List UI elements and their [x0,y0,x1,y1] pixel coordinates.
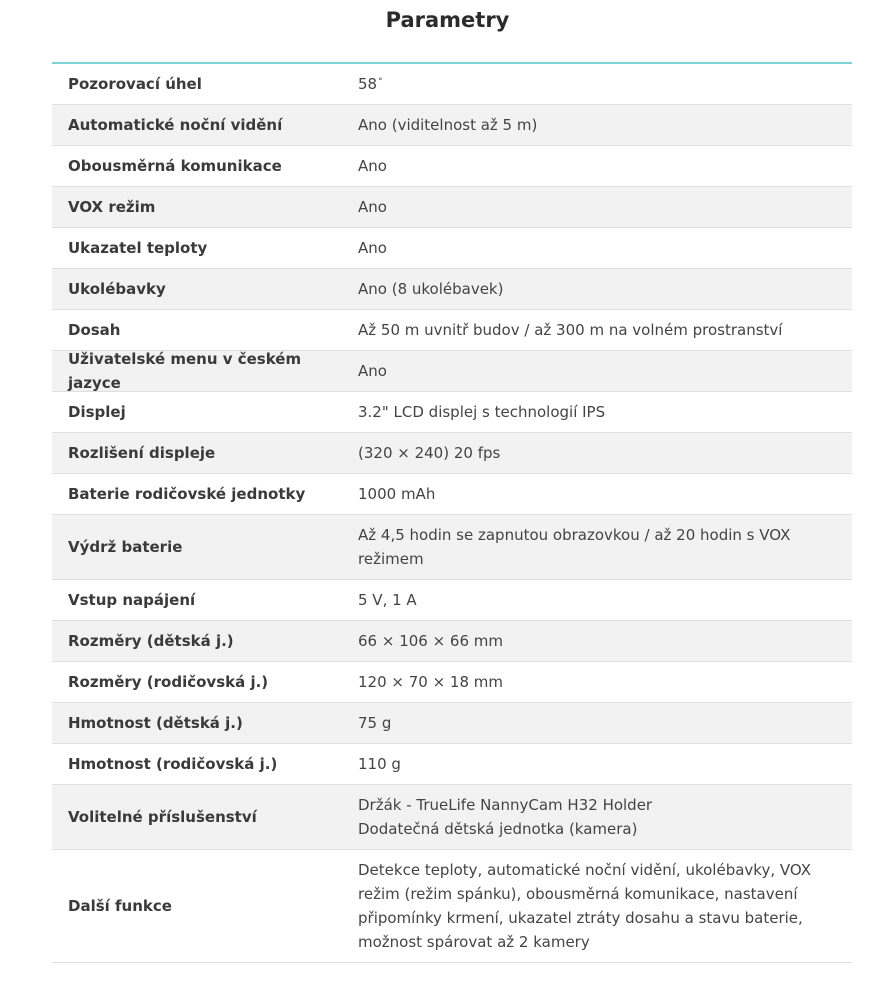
row-label: Pozorovací úhel [68,75,202,93]
row-label: Hmotnost (rodičovská j.) [68,755,278,773]
table-row [52,228,852,269]
row-value [358,72,852,96]
table-row [52,474,852,515]
table-row [52,850,852,963]
row-label: Hmotnost (dětská j.) [68,714,243,732]
table-row [52,64,852,105]
table-row [52,580,852,621]
row-label: Obousměrná komunikace [68,157,282,175]
row-value: Ano [358,362,387,380]
table-row [52,433,852,474]
degree-sign: ° [378,77,383,87]
row-value-line: Dodatečná dětská jednotka (kamera) [358,820,638,838]
row-label: Vstup napájení [68,591,196,609]
table-row [52,310,852,351]
table-row [52,269,852,310]
table-row [52,785,852,850]
row-label: Rozlišení displeje [68,444,216,462]
parameters-table [52,62,852,963]
row-label: Volitelné příslušenství [68,808,257,826]
row-value-line: Držák - TrueLife NannyCam H32 Holder [358,796,653,814]
row-value: Ano (viditelnost až 5 m) [358,116,538,134]
row-label: Displej [68,403,126,421]
row-label: Rozměry (rodičovská j.) [68,673,269,691]
row-label: Rozměry (dětská j.) [68,632,234,650]
table-row [52,187,852,228]
row-label: Baterie rodičovské jednotky [68,485,306,503]
row-value: 1000 mAh [358,485,436,503]
row-value: Detekce teploty, automatické noční vidění, ukolébavky, VOX režim (režim spánku), obousměrná komunikace, nastavení připomínky krmení, ukazatel ztráty dosahu a stavu baterie, možnost spárovat až 2 kamery [358,861,811,951]
row-value: 110 g [358,755,401,773]
row-label: Ukolébavky [68,280,166,298]
row-label: Výdrž baterie [68,538,183,556]
row-label: Ukazatel teploty [68,239,208,257]
row-label: Uživatelské menu v českém jazyce [68,350,302,392]
row-value: 5 V, 1 A [358,591,417,609]
row-value: Až 50 m uvnitř budov / až 300 m na volném prostranství [358,321,783,339]
table-row [52,515,852,580]
row-value: Ano (8 ukolébavek) [358,280,504,298]
table-row [52,105,852,146]
table-row [52,744,852,785]
row-value: 120 × 70 × 18 mm [358,673,504,691]
row-value [358,793,852,841]
row-value: 66 × 106 × 66 mm [358,632,504,650]
row-value: Ano [358,157,387,175]
row-value: Až 4,5 hodin se zapnutou obrazovkou / až 20 hodin s VOX režimem [358,526,791,568]
table-row [52,703,852,744]
row-value: Ano [358,239,387,257]
table-row [52,146,852,187]
table-row [52,662,852,703]
row-label: Další funkce [68,897,172,915]
table-row [52,392,852,433]
table-row [52,351,852,392]
row-value: 3.2" LCD displej s technologií IPS [358,403,606,421]
row-label: Dosah [68,321,121,339]
row-value: (320 × 240) 20 fps [358,444,501,462]
table-row [52,621,852,662]
row-value-text: 58 [358,75,378,93]
page-title: Parametry [385,8,510,32]
row-value: Ano [358,198,387,216]
row-value: 75 g [358,714,392,732]
row-label: VOX režim [68,198,156,216]
row-label: Automatické noční vidění [68,116,283,134]
